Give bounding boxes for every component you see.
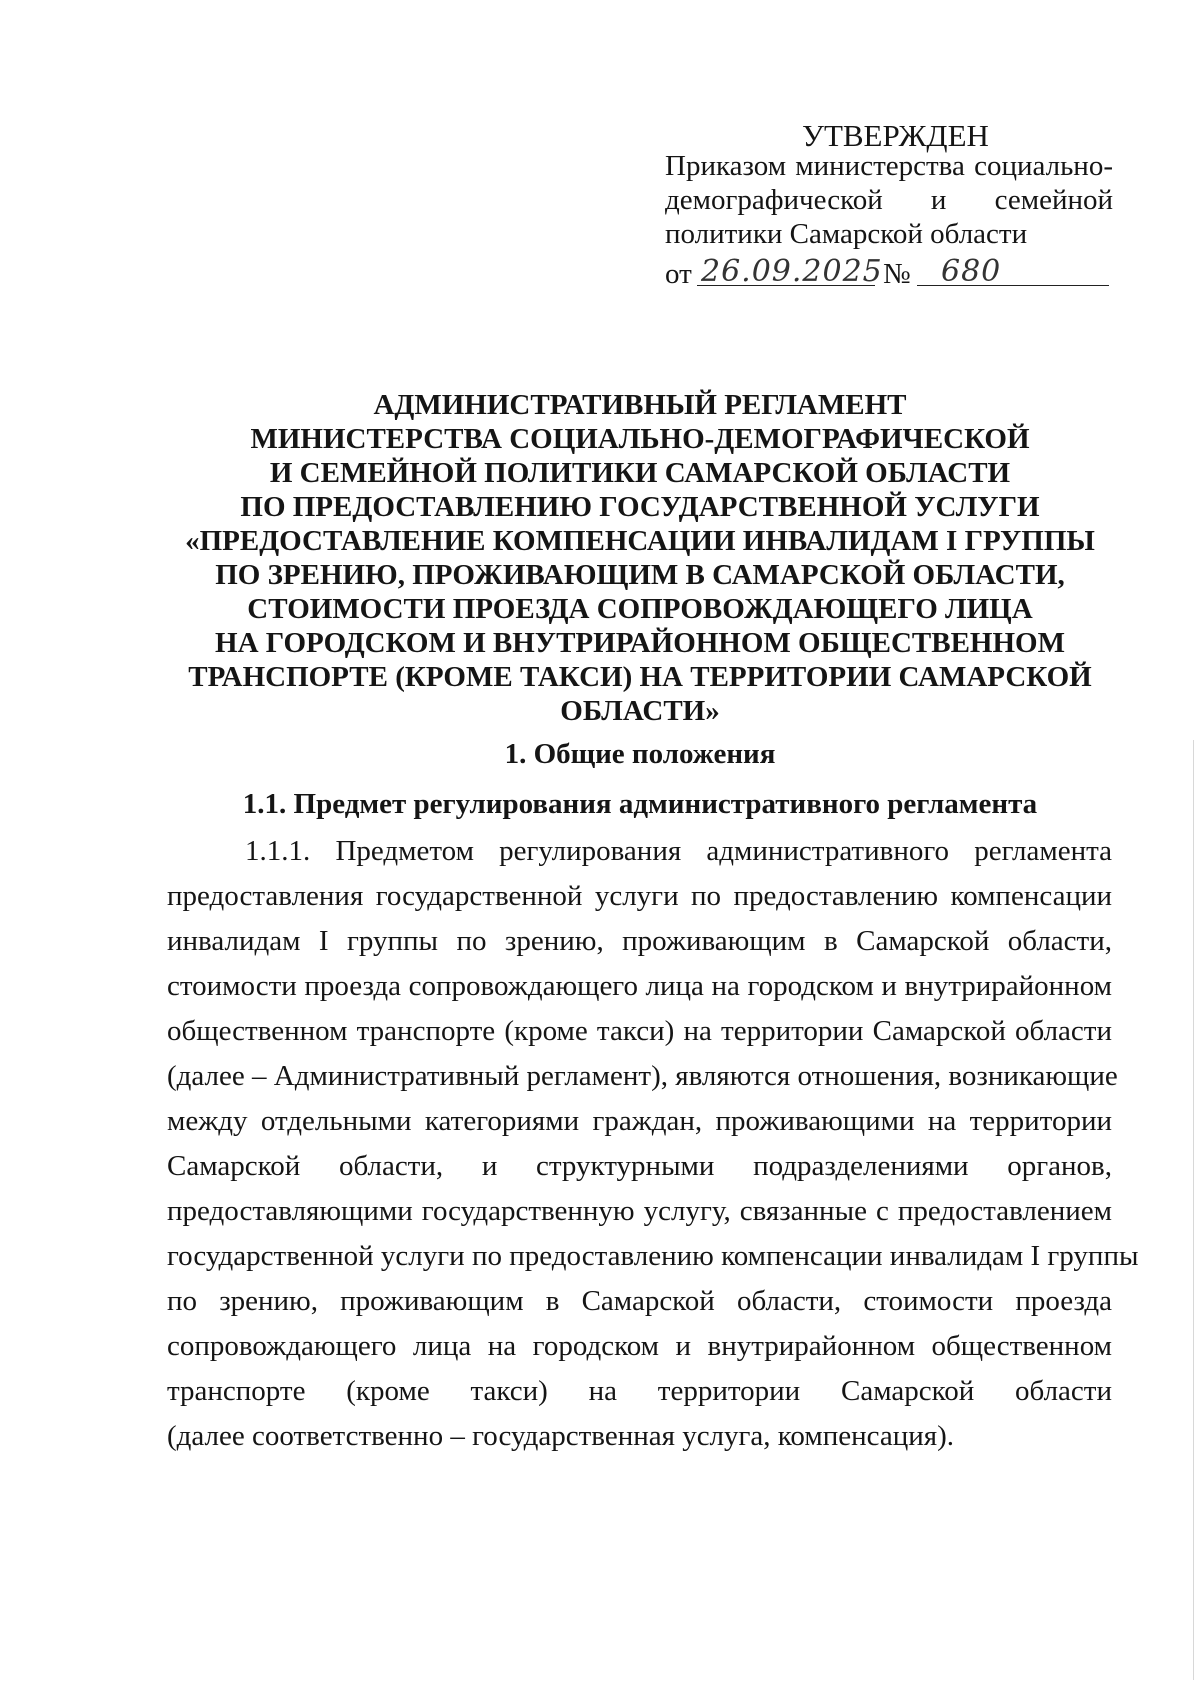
approval-date-row bbox=[665, 252, 1113, 296]
paragraph-line: Самарской области, и структурными подразделениями органов, bbox=[167, 1150, 1112, 1182]
title-line: НА ГОРОДСКОМ И ВНУТРИРАЙОННОМ ОБЩЕСТВЕННОМ bbox=[215, 627, 1065, 659]
paragraph-line: между отдельными категориями граждан, проживающими на территории bbox=[167, 1105, 1112, 1137]
paragraph-line: (далее – Административный регламент), являются отношения, возникающие bbox=[167, 1060, 1118, 1092]
title-line: ОБЛАСТИ» bbox=[560, 695, 720, 727]
paragraph-line: транспорте (кроме такси) на территории Самарской области bbox=[167, 1375, 1112, 1407]
approval-title: УТВЕРЖДЕН bbox=[802, 118, 989, 153]
approval-line-1: Приказом министерства социально- bbox=[665, 150, 1113, 182]
number-sign: № bbox=[883, 258, 911, 290]
paragraph-line: (далее соответственно – государственная услуга, компенсация). bbox=[167, 1420, 955, 1452]
document-title bbox=[160, 388, 1120, 728]
paragraph-line: предоставления государственной услуги по предоставлению компенсации bbox=[167, 880, 1112, 912]
title-line: «ПРЕДОСТАВЛЕНИЕ КОМПЕНСАЦИИ ИНВАЛИДАМ I ГРУППЫ bbox=[185, 525, 1095, 557]
paragraph-line: государственной услуги по предоставлению компенсации инвалидам I группы bbox=[167, 1240, 1139, 1272]
title-line: СТОИМОСТИ ПРОЕЗДА СОПРОВОЖДАЮЩЕГО ЛИЦА bbox=[247, 593, 1033, 625]
paragraph-line: по зрению, проживающим в Самарской области, стоимости проезда bbox=[167, 1285, 1112, 1317]
paragraph-line: 1.1.1. Предметом регулирования административного регламента bbox=[245, 835, 1112, 867]
title-line: ТРАНСПОРТЕ (КРОМЕ ТАКСИ) НА ТЕРРИТОРИИ САМАРСКОЙ bbox=[188, 661, 1092, 693]
paragraph-line: инвалидам I группы по зрению, проживающим в Самарской области, bbox=[167, 925, 1112, 957]
title-line: АДМИНИСТРАТИВНЫЙ РЕГЛАМЕНТ bbox=[373, 389, 907, 421]
approval-line-3: политики Самарской области bbox=[665, 218, 1028, 250]
number-handwritten: 680 bbox=[941, 254, 1002, 289]
paragraph-line: общественном транспорте (кроме такси) на территории Самарской области bbox=[167, 1015, 1112, 1047]
title-line: ПО ЗРЕНИЮ, ПРОЖИВАЮЩИМ В САМАРСКОЙ ОБЛАСТИ, bbox=[215, 559, 1065, 591]
title-line: И СЕМЕЙНОЙ ПОЛИТИКИ САМАРСКОЙ ОБЛАСТИ bbox=[269, 457, 1011, 489]
approval-line-2: демографической и семейной bbox=[665, 184, 1113, 216]
paragraph-line: стоимости проезда сопровождающего лица на городском и внутрирайонном bbox=[167, 970, 1112, 1002]
scan-edge-line bbox=[1193, 740, 1194, 1680]
date-prefix: от bbox=[665, 258, 692, 290]
title-line: ПО ПРЕДОСТАВЛЕНИЮ ГОСУДАРСТВЕННОЙ УСЛУГИ bbox=[240, 491, 1040, 523]
title-line: МИНИСТЕРСТВА СОЦИАЛЬНО-ДЕМОГРАФИЧЕСКОЙ bbox=[250, 423, 1030, 455]
paragraph-line: предоставляющими государственную услугу, связанные с предоставлением bbox=[167, 1195, 1112, 1227]
paragraph-line: сопровождающего лица на городском и внутрирайонном общественном bbox=[167, 1330, 1112, 1362]
subsection-heading: 1.1. Предмет регулирования административного регламента bbox=[242, 788, 1038, 820]
date-handwritten: 26.09.2025 bbox=[701, 254, 883, 289]
section-heading: 1. Общие положения bbox=[504, 738, 776, 770]
